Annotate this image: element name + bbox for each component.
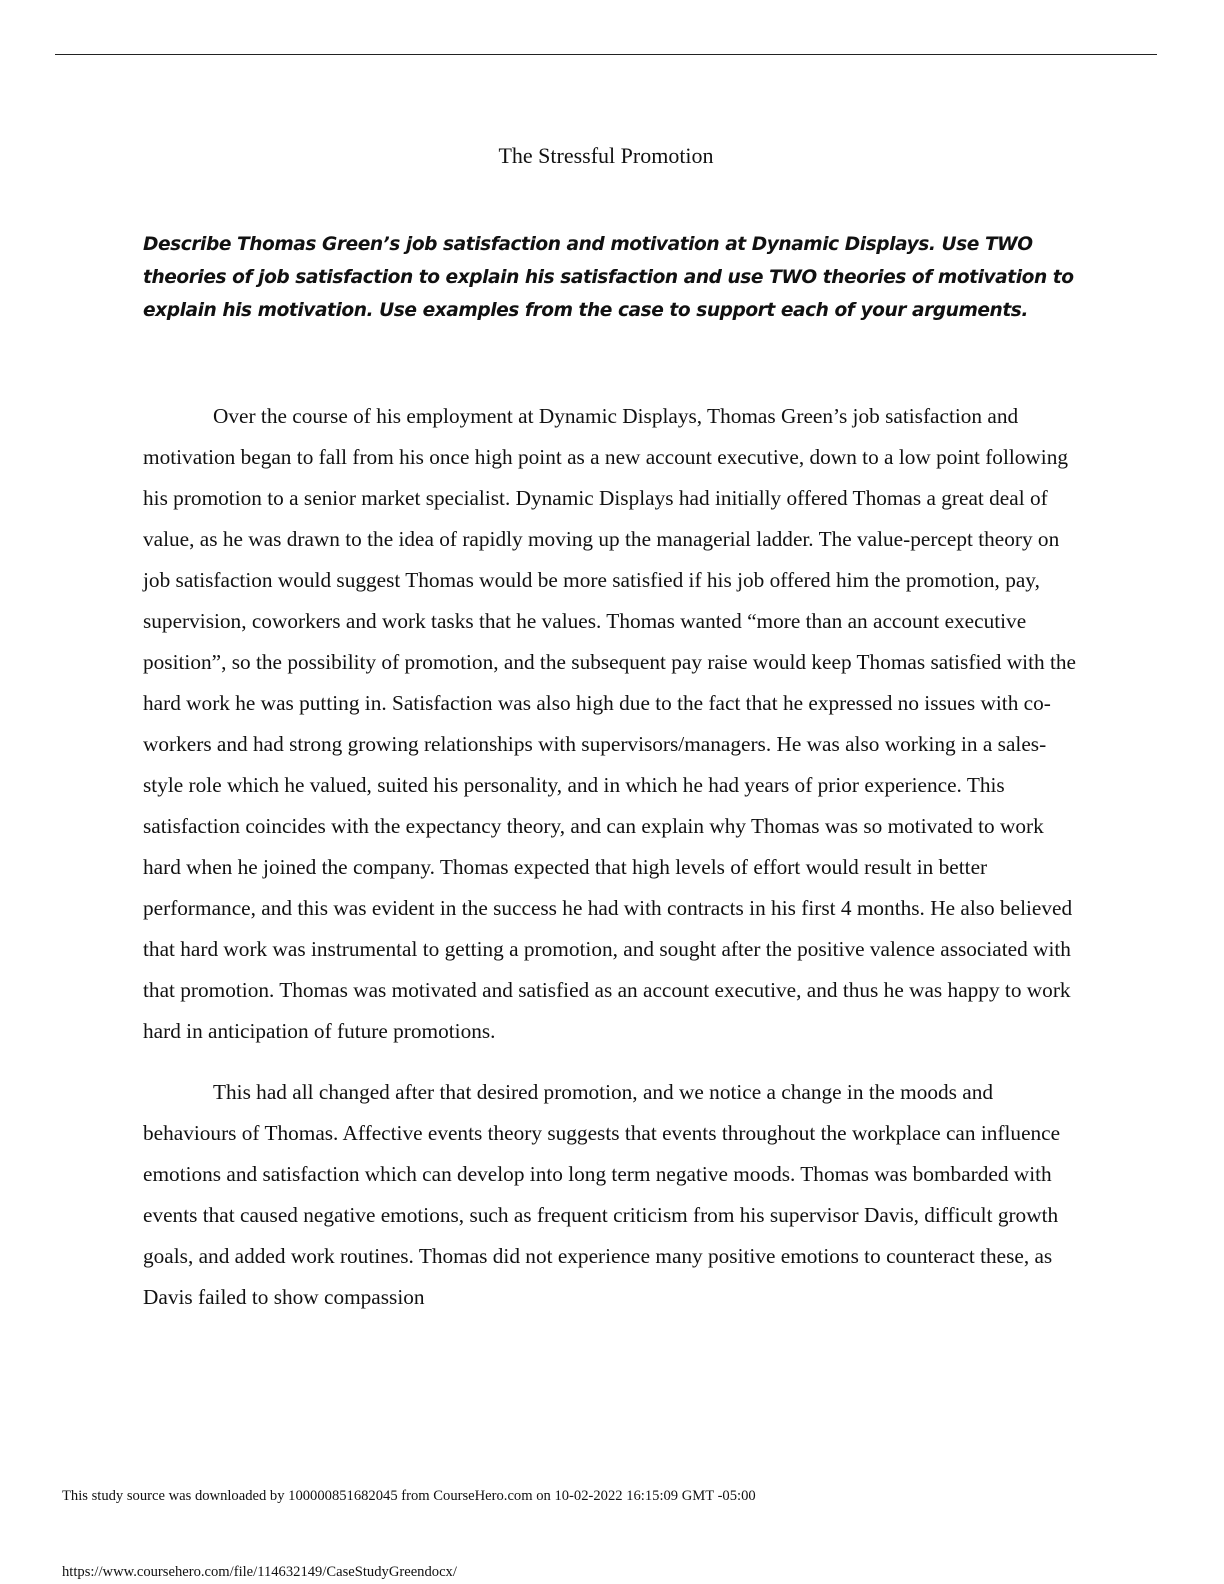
body-paragraph-1: Over the course of his employment at Dynamic Displays, Thomas Green’s job satisfaction and motivation began to fall from his once high point as a new account executive, down to a low point following his promotion to a senior market specialist. Dynamic Displays had initially offered Thomas a great deal of value, as he was drawn to the idea of rapidly moving up the managerial ladder. The value-percept theory on job satisfaction would suggest Thomas would be more satisfied if his job offered him the promotion, pay, supervision, coworkers and work tasks that he values. Thomas wanted “more than an account executive position”, so the possibility of promotion, and the subsequent pay raise would keep Thomas satisfied with the hard work he was putting in. Satisfaction was also high due to the fact that he expressed no issues with co-workers and had strong growing relationships with supervisors/managers. He was also working in a sales-style role which he valued, suited his personality, and in which he had years of prior experience. This satisfaction coincides with the expectancy theory, and can explain why Thomas was so motivated to work hard when he joined the company. Thomas expected that high levels of effort would result in better performance, and this was evident in the success he had with contracts in his first 4 months. He also believed that hard work was instrumental to getting a promotion, and sought after the positive valence associated with that promotion. Thomas was motivated and satisfied as an account executive, and thus he was happy to work hard in anticipation of future promotions. xyxy=(143,404,1076,1043)
top-horizontal-rule xyxy=(55,54,1157,55)
source-url[interactable]: https://www.coursehero.com/file/114632149/CaseStudyGreendocx/ xyxy=(62,1564,457,1580)
document-title: The Stressful Promotion xyxy=(498,143,714,168)
question-prompt: Describe Thomas Green’s job satisfaction and motivation at Dynamic Displays. Use TWO theories of job satisfaction to explain his satisfaction and use TWO theories of motivation to explain his motivation. Use examples from the case to support each of your arguments. xyxy=(143,234,1074,321)
body-paragraph-2: This had all changed after that desired promotion, and we notice a change in the moods and behaviours of Thomas. Affective events theory suggests that events throughout the workplace can influence emotions and satisfaction which can develop into long term negative moods. Thomas was bombarded with events that caused negative emotions, such as frequent criticism from his supervisor Davis, difficult growth goals, and added work routines. Thomas did not experience many positive emotions to counteract these, as Davis failed to show compassion xyxy=(143,1080,1061,1309)
document-body xyxy=(143,396,1083,1318)
download-source-notice: This study source was downloaded by 100000851682045 from CourseHero.com on 10-02-2022 16:15:09 GMT -05:00 xyxy=(62,1488,756,1504)
